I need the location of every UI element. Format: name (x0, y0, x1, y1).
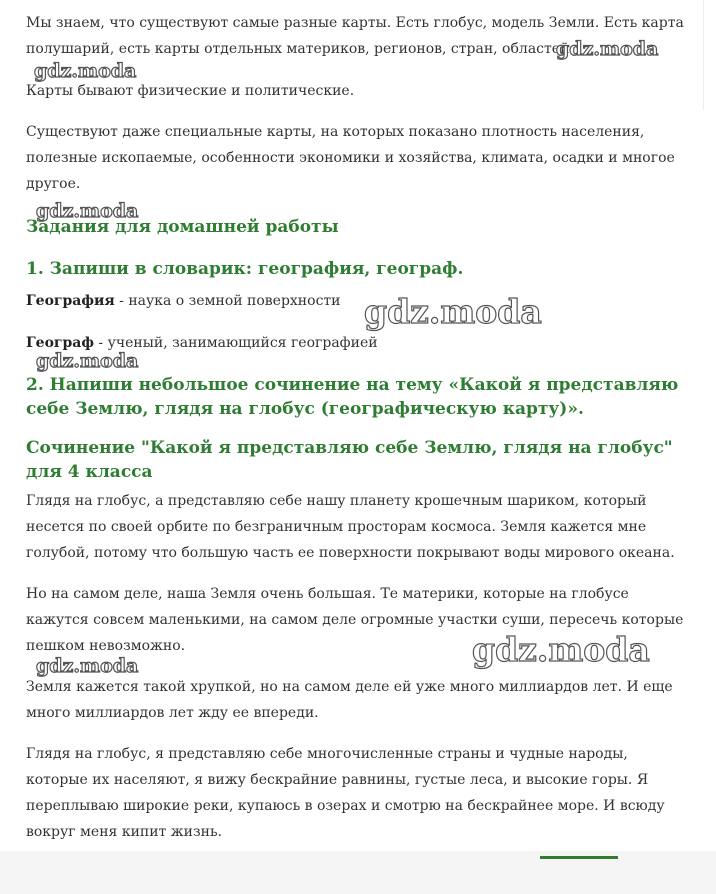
watermark: gdz.moda (36, 655, 139, 677)
watermark: gdz.moda (34, 60, 137, 82)
watermark: gdz.moda (36, 200, 139, 222)
intro-paragraph-2: Карты бывают физические и политические. (26, 83, 355, 99)
definition-text: - ученый, занимающийся географией (93, 335, 378, 351)
right-divider (703, 0, 714, 110)
essay-paragraph-4: Глядя на глобус, я представляю себе многочисленные страны и чудные народы, которые их населяют, я вижу бескрайние равнины, густые леса, и высокие горы. Я переплываю широкие реки, купаюсь в озерах и смотрю на бескрайнее море. И всюду вокруг меня кипит жизнь. (26, 746, 665, 840)
watermark: gdz.moda (364, 292, 542, 331)
definition-geography (26, 288, 341, 314)
definition-term: География (26, 293, 115, 309)
intro-paragraph-3: Существуют даже специальные карты, на которых показано плотность населения, полезные ископаемые, особенности экономики и хозяйства, климата, осадки и многое другое. (26, 124, 675, 192)
essay-paragraph-3: Земля кажется такой хрупкой, но на самом деле ей уже много миллиардов лет. И еще много миллиардов лет жду ее впереди. (26, 679, 673, 721)
task2-heading: 2. Напиши небольшое сочинение на тему «Какой я представляю себе Землю, глядя на глобус (географическую карту)». (26, 375, 679, 419)
essay-paragraph-2: Но на самом деле, наша Земля очень большая. Те материки, которые на глобусе кажутся совсем маленькими, на самом деле огромные участки суши, пересечь которые пешком невозможно. (26, 586, 684, 654)
definition-term: Географ (26, 335, 94, 351)
watermark: gdz.moda (556, 38, 659, 60)
active-tab-indicator (540, 856, 618, 859)
definition-text: - наука о земной поверхности (114, 293, 341, 309)
essay-heading: Сочинение "Какой я представляю себе Землю, глядя на глобус" для 4 класса (26, 438, 673, 482)
task1-heading: 1. Запиши в словарик: география, географ. (26, 259, 464, 279)
essay-paragraph-1: Глядя на глобус, а представляю себе нашу планету крошечным шариком, который несется по своей орбите по безграничным просторам космоса. Земля кажется мне голубой, потому что большую часть ее поверхности покрывают воды мирового океана. (26, 493, 675, 561)
watermark: gdz.moda (472, 630, 650, 669)
watermark: gdz.moda (36, 350, 139, 372)
homework-heading: Задания для домашней работы (26, 217, 339, 237)
intro-paragraph-1: Мы знаем, что существуют самые разные карты. Есть глобус, модель Земли. Есть карта полушарий, есть карты отдельных материков, регионов, стран, областей (26, 15, 684, 57)
